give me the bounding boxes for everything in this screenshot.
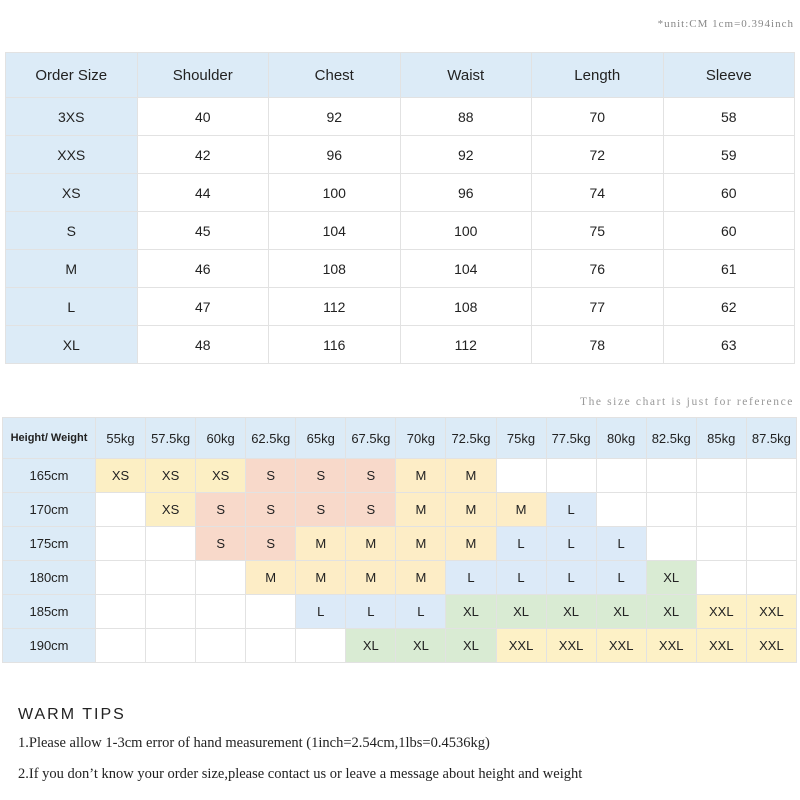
measurement-cell: 96 — [400, 174, 532, 212]
recommended-size-cell — [496, 459, 546, 493]
measurement-cell: 96 — [269, 136, 401, 174]
recommended-size-cell: XL — [396, 629, 446, 663]
measurement-cell: 40 — [137, 98, 269, 136]
recommended-size-cell — [546, 459, 596, 493]
table-row — [6, 98, 795, 136]
hw-table-header-row — [3, 418, 797, 459]
size-table-header-cell: Length — [532, 53, 664, 98]
height-label-cell: 185cm — [3, 595, 96, 629]
height-label-cell: 175cm — [3, 527, 96, 561]
size-label-cell: XXS — [6, 136, 138, 174]
size-label-cell: XL — [6, 326, 138, 364]
recommended-size-cell: S — [296, 459, 346, 493]
size-table-header-cell: Waist — [400, 53, 532, 98]
recommended-size-cell: XS — [146, 493, 196, 527]
measurement-cell: 48 — [137, 326, 269, 364]
recommended-size-cell: XXL — [646, 629, 696, 663]
size-label-cell: 3XS — [6, 98, 138, 136]
measurement-cell: 100 — [269, 174, 401, 212]
recommended-size-cell: M — [346, 527, 396, 561]
measurement-cell: 108 — [400, 288, 532, 326]
table-row — [3, 459, 797, 493]
recommended-size-cell — [596, 459, 646, 493]
recommended-size-cell — [746, 459, 796, 493]
recommended-size-cell: XXL — [496, 629, 546, 663]
recommended-size-cell: XL — [646, 561, 696, 595]
weight-header-cell: 60kg — [196, 418, 246, 459]
table-row — [6, 212, 795, 250]
recommended-size-cell — [196, 629, 246, 663]
recommended-size-cell: S — [346, 493, 396, 527]
measurement-cell: 44 — [137, 174, 269, 212]
hw-table-body — [3, 459, 797, 663]
recommended-size-cell: XL — [596, 595, 646, 629]
recommended-size-cell — [696, 493, 746, 527]
table-row — [3, 595, 797, 629]
recommended-size-cell: L — [546, 527, 596, 561]
size-label-cell: XS — [6, 174, 138, 212]
size-table — [5, 52, 795, 364]
measurement-cell: 100 — [400, 212, 532, 250]
weight-header-cell: 75kg — [496, 418, 546, 459]
size-label-cell: M — [6, 250, 138, 288]
weight-header-cell: 72.5kg — [446, 418, 496, 459]
recommended-size-cell: L — [596, 527, 646, 561]
reference-note: The size chart is just for reference — [579, 396, 794, 408]
recommended-size-cell: M — [296, 527, 346, 561]
height-label-cell: 190cm — [3, 629, 96, 663]
recommended-size-cell — [646, 493, 696, 527]
recommended-size-cell: S — [246, 459, 296, 493]
warm-tip-1: 1.Please allow 1-3cm error of hand measurement (1inch=2.54cm,1lbs=0.4536kg) — [18, 735, 490, 751]
recommended-size-cell: XL — [446, 629, 496, 663]
weight-header-cell: 77.5kg — [546, 418, 596, 459]
recommended-size-cell — [146, 629, 196, 663]
recommended-size-cell: S — [296, 493, 346, 527]
measurement-cell: 45 — [137, 212, 269, 250]
recommended-size-cell — [196, 595, 246, 629]
height-weight-table — [2, 417, 797, 663]
weight-header-cell: 62.5kg — [246, 418, 296, 459]
weight-header-cell: 67.5kg — [346, 418, 396, 459]
recommended-size-cell — [96, 595, 146, 629]
recommended-size-cell — [146, 561, 196, 595]
recommended-size-cell: XL — [546, 595, 596, 629]
recommended-size-cell: M — [246, 561, 296, 595]
recommended-size-cell — [196, 561, 246, 595]
recommended-size-cell — [246, 629, 296, 663]
recommended-size-cell: S — [196, 527, 246, 561]
recommended-size-cell — [96, 561, 146, 595]
size-table-header-cell: Shoulder — [137, 53, 269, 98]
measurement-cell: 42 — [137, 136, 269, 174]
height-label-cell: 170cm — [3, 493, 96, 527]
recommended-size-cell — [646, 527, 696, 561]
recommended-size-cell — [146, 595, 196, 629]
recommended-size-cell: XS — [96, 459, 146, 493]
measurement-cell: 88 — [400, 98, 532, 136]
recommended-size-cell: M — [446, 527, 496, 561]
measurement-cell: 112 — [400, 326, 532, 364]
size-table-header-cell: Sleeve — [663, 53, 795, 98]
table-row — [6, 250, 795, 288]
recommended-size-cell: M — [446, 493, 496, 527]
recommended-size-cell: S — [246, 493, 296, 527]
recommended-size-cell: XXL — [596, 629, 646, 663]
measurement-cell: 108 — [269, 250, 401, 288]
table-row — [6, 288, 795, 326]
measurement-cell: 76 — [532, 250, 664, 288]
recommended-size-cell — [96, 527, 146, 561]
recommended-size-cell: L — [396, 595, 446, 629]
recommended-size-cell — [146, 527, 196, 561]
recommended-size-cell: L — [446, 561, 496, 595]
measurement-cell: 112 — [269, 288, 401, 326]
recommended-size-cell: XL — [646, 595, 696, 629]
recommended-size-cell: XS — [196, 459, 246, 493]
recommended-size-cell: M — [396, 493, 446, 527]
measurement-cell: 70 — [532, 98, 664, 136]
recommended-size-cell — [646, 459, 696, 493]
recommended-size-cell: M — [396, 561, 446, 595]
measurement-cell: 104 — [269, 212, 401, 250]
recommended-size-cell: L — [296, 595, 346, 629]
recommended-size-cell — [746, 527, 796, 561]
recommended-size-cell: L — [546, 561, 596, 595]
warm-tips-title: WARM TIPS — [18, 706, 126, 723]
table-row — [6, 326, 795, 364]
measurement-cell: 61 — [663, 250, 795, 288]
recommended-size-cell — [596, 493, 646, 527]
weight-header-cell: 82.5kg — [646, 418, 696, 459]
measurement-cell: 77 — [532, 288, 664, 326]
table-row — [3, 561, 797, 595]
warm-tip-2: 2.If you don’t know your order size,please contact us or leave a message about height and weight — [18, 766, 583, 782]
size-label-cell: S — [6, 212, 138, 250]
recommended-size-cell: M — [446, 459, 496, 493]
height-label-cell: 180cm — [3, 561, 96, 595]
recommended-size-cell: M — [396, 459, 446, 493]
recommended-size-cell — [296, 629, 346, 663]
recommended-size-cell — [96, 629, 146, 663]
weight-header-cell: 80kg — [596, 418, 646, 459]
height-weight-corner-cell: Height/ Weight — [3, 418, 96, 459]
recommended-size-cell — [696, 459, 746, 493]
size-table-header-cell: Chest — [269, 53, 401, 98]
unit-note: *unit:CM 1cm=0.394inch — [657, 18, 794, 30]
table-row — [3, 493, 797, 527]
recommended-size-cell: XXL — [546, 629, 596, 663]
measurement-cell: 47 — [137, 288, 269, 326]
recommended-size-cell: XXL — [746, 629, 796, 663]
recommended-size-cell: L — [496, 561, 546, 595]
measurement-cell: 60 — [663, 212, 795, 250]
measurement-cell: 75 — [532, 212, 664, 250]
measurement-cell: 62 — [663, 288, 795, 326]
height-label-cell: 165cm — [3, 459, 96, 493]
recommended-size-cell: XXL — [746, 595, 796, 629]
recommended-size-cell — [96, 493, 146, 527]
recommended-size-cell — [246, 595, 296, 629]
measurement-cell: 60 — [663, 174, 795, 212]
recommended-size-cell — [746, 561, 796, 595]
recommended-size-cell: M — [296, 561, 346, 595]
recommended-size-cell: M — [396, 527, 446, 561]
recommended-size-cell: M — [346, 561, 396, 595]
weight-header-cell: 55kg — [96, 418, 146, 459]
recommended-size-cell — [746, 493, 796, 527]
recommended-size-cell: M — [496, 493, 546, 527]
recommended-size-cell: L — [546, 493, 596, 527]
recommended-size-cell: XXL — [696, 629, 746, 663]
recommended-size-cell: XL — [446, 595, 496, 629]
recommended-size-cell: L — [596, 561, 646, 595]
measurement-cell: 74 — [532, 174, 664, 212]
recommended-size-cell: S — [196, 493, 246, 527]
weight-header-cell: 70kg — [396, 418, 446, 459]
recommended-size-cell: L — [496, 527, 546, 561]
recommended-size-cell: XL — [346, 629, 396, 663]
recommended-size-cell — [696, 527, 746, 561]
size-table-header-row — [6, 53, 795, 98]
measurement-cell: 46 — [137, 250, 269, 288]
recommended-size-cell: XXL — [696, 595, 746, 629]
measurement-cell: 116 — [269, 326, 401, 364]
size-label-cell: L — [6, 288, 138, 326]
measurement-cell: 104 — [400, 250, 532, 288]
weight-header-cell: 85kg — [696, 418, 746, 459]
recommended-size-cell: S — [346, 459, 396, 493]
recommended-size-cell: XS — [146, 459, 196, 493]
measurement-cell: 92 — [400, 136, 532, 174]
size-table-header-cell: Order Size — [6, 53, 138, 98]
recommended-size-cell: L — [346, 595, 396, 629]
table-row — [3, 629, 797, 663]
measurement-cell: 72 — [532, 136, 664, 174]
weight-header-cell: 65kg — [296, 418, 346, 459]
weight-header-cell: 57.5kg — [146, 418, 196, 459]
measurement-cell: 59 — [663, 136, 795, 174]
table-row — [6, 174, 795, 212]
recommended-size-cell — [696, 561, 746, 595]
measurement-cell: 63 — [663, 326, 795, 364]
size-table-body — [6, 98, 795, 364]
table-row — [6, 136, 795, 174]
recommended-size-cell: S — [246, 527, 296, 561]
recommended-size-cell: XL — [496, 595, 546, 629]
weight-header-cell: 87.5kg — [746, 418, 796, 459]
table-row — [3, 527, 797, 561]
measurement-cell: 58 — [663, 98, 795, 136]
measurement-cell: 92 — [269, 98, 401, 136]
measurement-cell: 78 — [532, 326, 664, 364]
